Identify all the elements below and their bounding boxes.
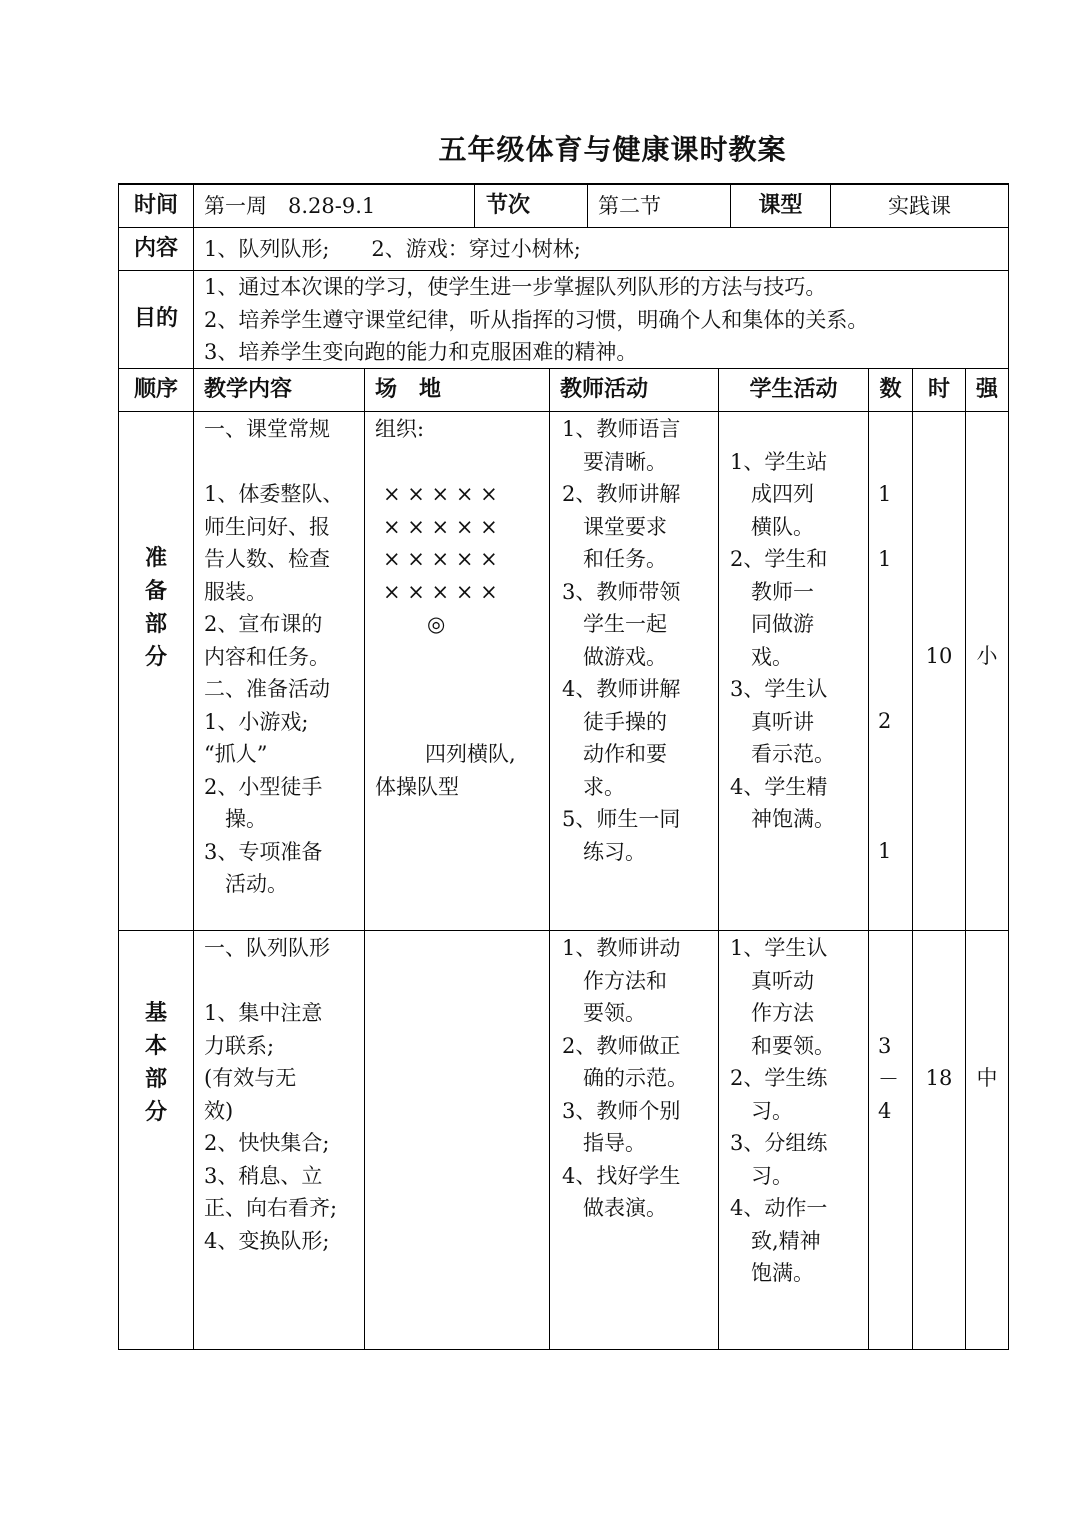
page-title: 五年级体育与健康课时教案 <box>438 133 787 166</box>
basic-content: 一、队列队形 1、集中注意 力联系; (有效与无 效) 2、快快集合; 3、稍息、立 正、向右看齐; 4、变换队形; <box>204 936 338 1253</box>
basic-student-activity: 1、学生认 真听动 作方法 和要领。 2、学生练 习。 3、分组练 习。 4、动作一 致,精神 饱满。 <box>730 936 835 1285</box>
prep-content: 一、课堂常规 1、体委整队、 师生问好、报 告人数、检查 服装。 2、宣布课的 内容和任务。 二、准备活动 1、小游戏; “抓人” 2、小型徒手 操。 3、专项准备 活动。 <box>204 417 344 896</box>
prep-intensity: 小 <box>976 644 998 669</box>
header-order: 顺序 <box>133 376 178 402</box>
prep-teacher-activity: 1、教师语言 要清晰。 2、教师讲解 课堂要求 和任务。 3、教师带领 学生一起 做游戏。 4、教师讲解 徒手操的 动作和要 求。 5、师生一同 练习。 <box>562 417 681 864</box>
goal-label: 目的 <box>133 306 178 332</box>
formation-row: × × × × × <box>383 482 498 506</box>
prep-time: 10 <box>925 644 953 669</box>
prep-venue <box>365 413 549 803</box>
basic-time: 18 <box>925 1066 953 1091</box>
content-label: 内容 <box>133 235 178 261</box>
formation-row: × × × × × <box>383 547 498 571</box>
venue-note: 四列横队, <box>425 742 516 766</box>
goal-list <box>194 271 1008 368</box>
prep-count: 2 <box>878 709 892 733</box>
venue-note: 体操队型 <box>375 774 459 799</box>
header-content: 教学内容 <box>204 376 293 402</box>
basic-intensity: 中 <box>976 1066 998 1091</box>
time-value: 第一周 8.28-9.1 <box>204 193 376 218</box>
prep-count: 1 <box>878 547 892 571</box>
header-intensity: 强 <box>975 376 998 402</box>
type-label: 课型 <box>758 192 803 218</box>
goal-item: 1、通过本次课的学习，使学生进一步掌握队列队形的方法与技巧。 <box>204 275 827 299</box>
header-time: 时 <box>927 376 950 402</box>
period-value: 第二节 <box>598 193 661 218</box>
content-value: 1、队列队形; 2、游戏：穿过小树林; <box>204 236 581 261</box>
prep-student-activity: 1、学生站 成四列 横队。 2、学生和 教师一 同做游 戏。 3、学生认 真听讲 看示范。 4、学生精 神饱满。 <box>730 449 835 831</box>
prep-count: 1 <box>878 482 892 506</box>
basic-teacher-activity: 1、教师讲动 作方法和 要领。 2、教师做正 确的示范。 3、教师个别 指导。 4、找好学生 做表演。 <box>562 936 688 1220</box>
goal-item: 2、培养学生遵守课堂纪律，听从指挥的习惯，明确个人和集体的关系。 <box>204 307 869 332</box>
header-teacher: 教师活动 <box>560 376 649 402</box>
basic-section-label: 基 本 部 分 <box>144 1001 167 1125</box>
header-count: 数 <box>879 376 902 402</box>
formation-row: × × × × × <box>383 514 498 539</box>
time-label: 时间 <box>133 192 178 218</box>
header-venue: 场 地 <box>375 376 442 402</box>
teacher-position-icon: ◎ <box>427 612 446 636</box>
goal-item: 3、培养学生变向跑的能力和克服困难的精神。 <box>204 340 638 364</box>
venue-label: 组织: <box>375 417 425 441</box>
formation-row: × × × × × <box>383 579 498 604</box>
prep-section-label: 准 备 部 分 <box>144 546 167 670</box>
prep-count: 1 <box>878 839 892 863</box>
period-label: 节次 <box>486 192 531 218</box>
basic-count: 3 － 4 <box>878 1034 899 1123</box>
header-student: 学生活动 <box>749 376 838 402</box>
type-value: 实践课 <box>888 193 951 218</box>
